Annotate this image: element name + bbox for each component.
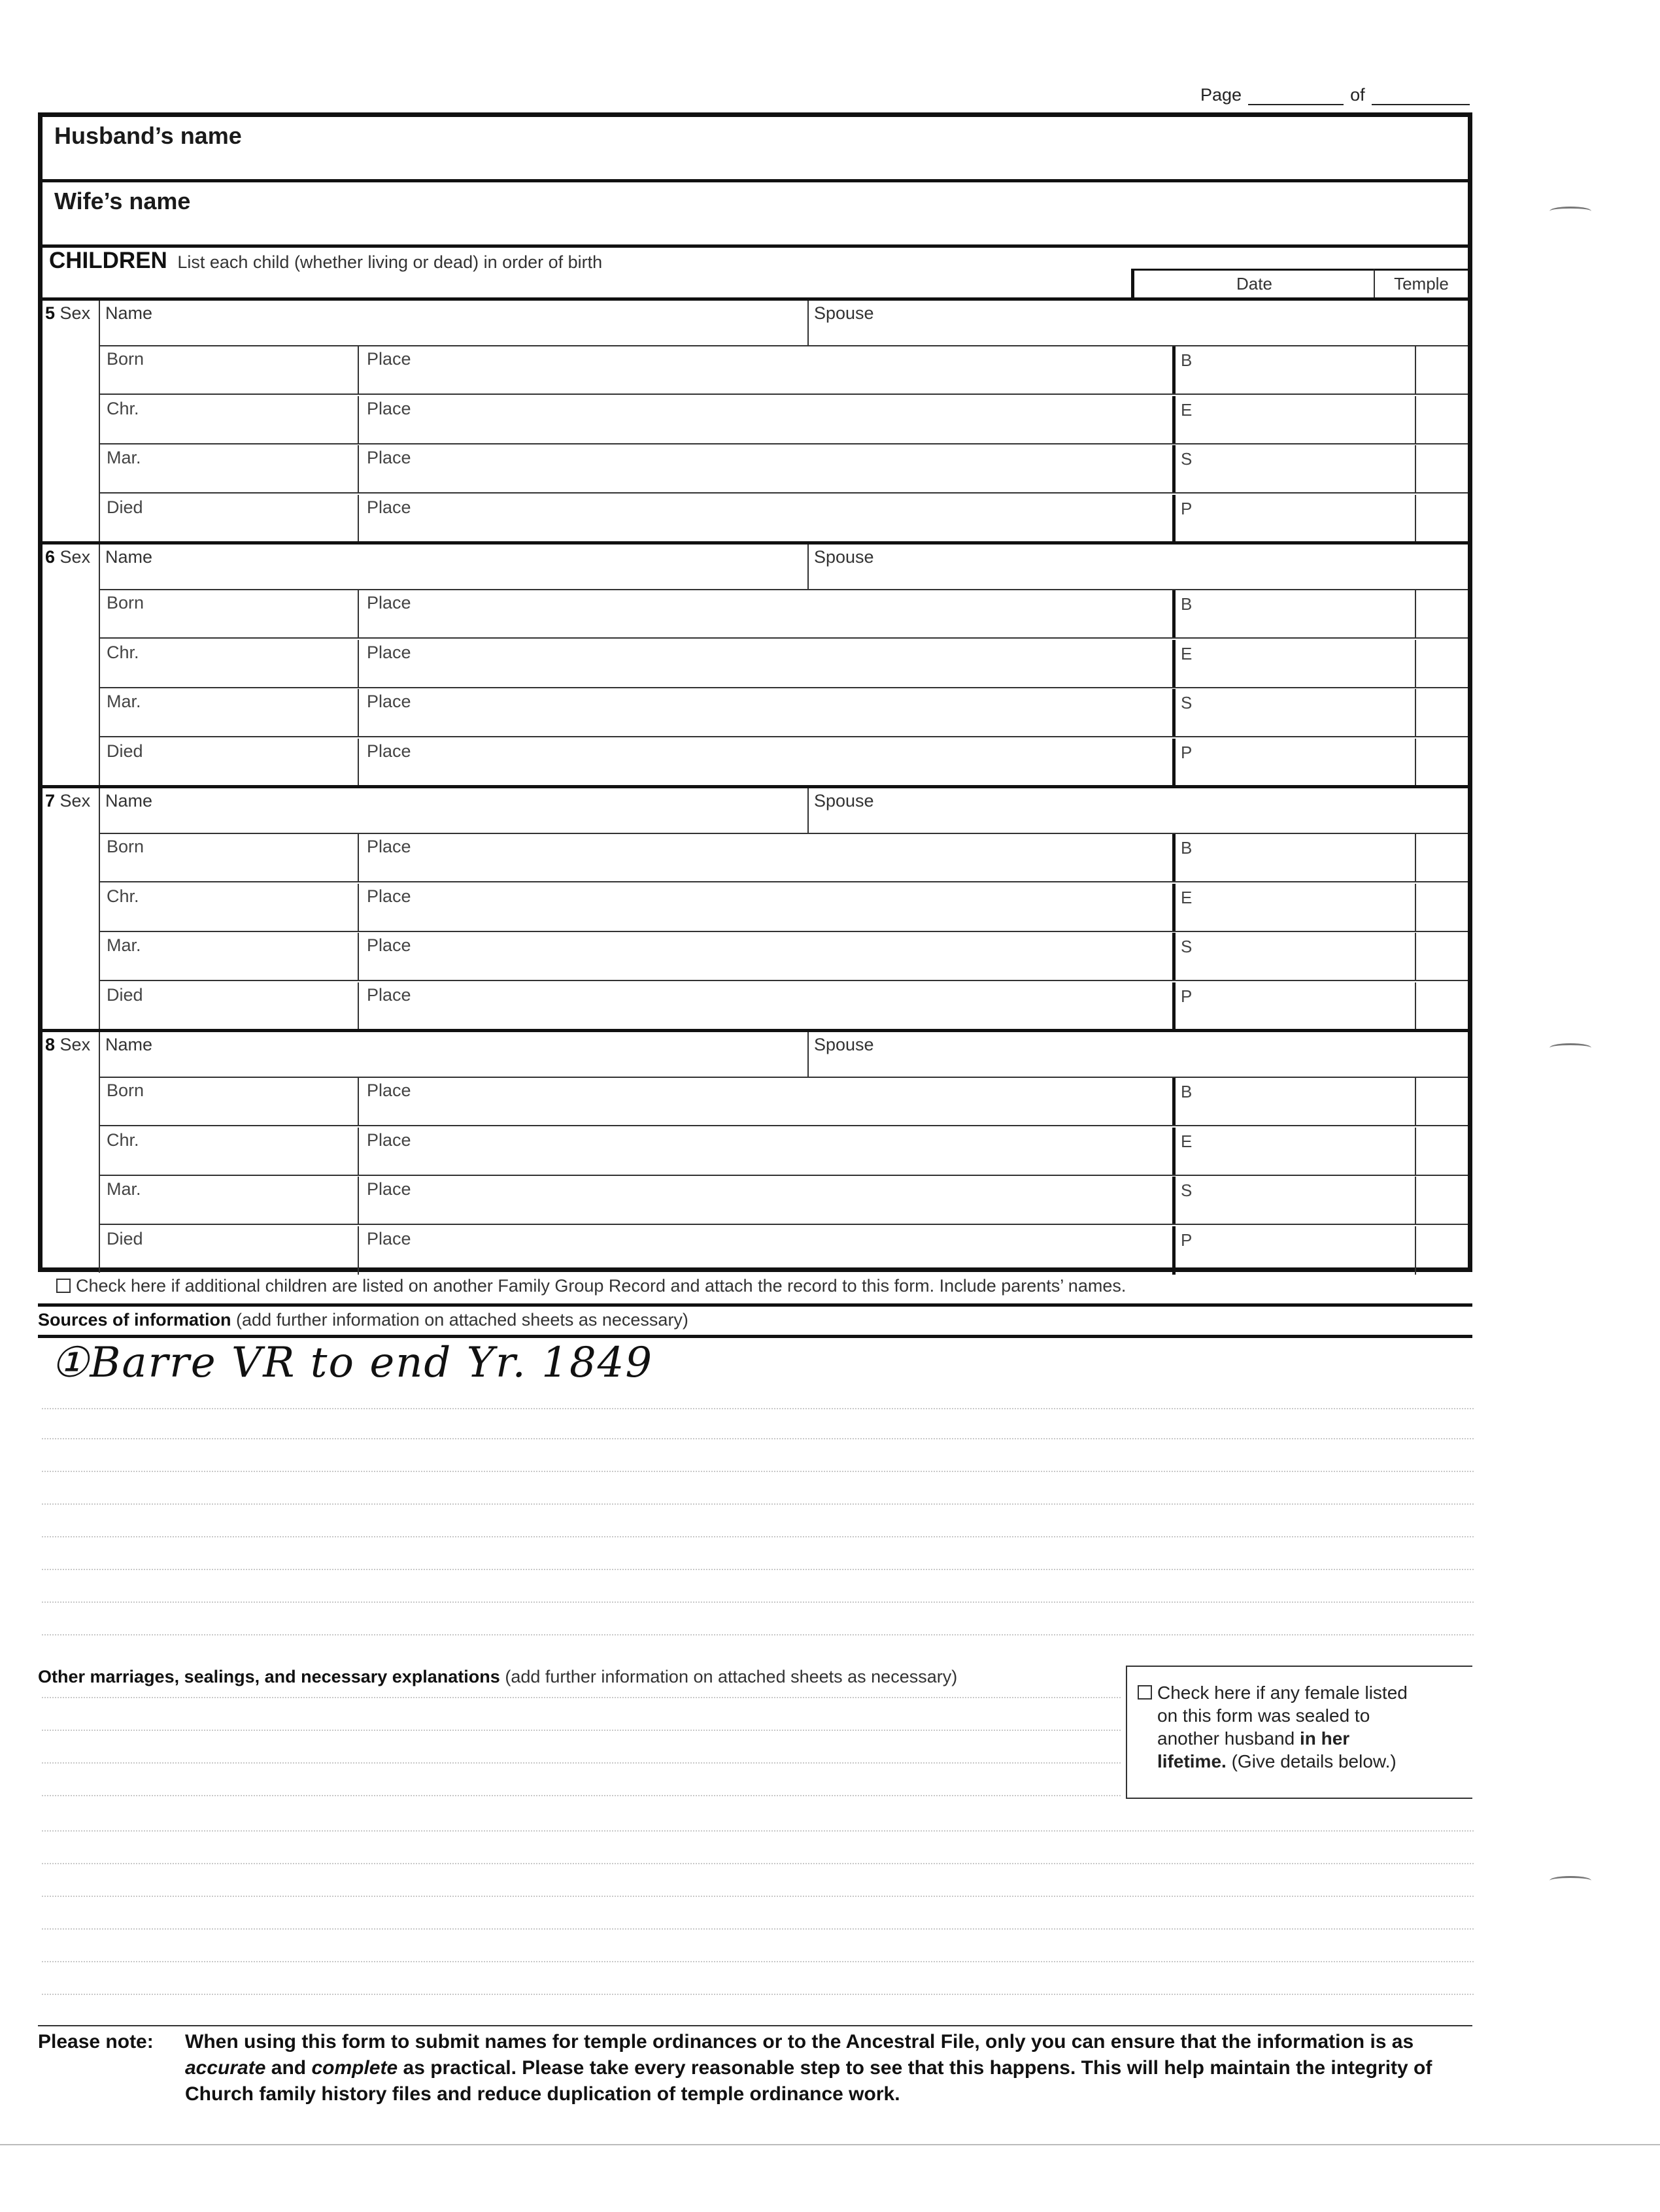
- child-event-row: [100, 590, 1468, 639]
- writing-line[interactable]: [42, 1408, 1474, 1409]
- child-event-row: [100, 739, 1468, 787]
- child-name-row: [100, 1032, 1468, 1078]
- ordinance-temple-cell[interactable]: [1415, 1128, 1416, 1175]
- ordinance-date-cell[interactable]: S: [1172, 1177, 1192, 1224]
- child-sex-field[interactable]: [42, 1032, 100, 1273]
- event-place[interactable]: Place: [358, 1078, 411, 1125]
- ordinance-temple-cell[interactable]: [1415, 396, 1416, 443]
- wife-name-label: Wife’s name: [54, 188, 191, 214]
- ordinance-date-cell[interactable]: B: [1172, 1078, 1192, 1125]
- event-place[interactable]: Place: [358, 445, 411, 492]
- child-event-row: [100, 1177, 1468, 1225]
- binder-hole-mark: [1550, 207, 1591, 216]
- writing-line[interactable]: [42, 1863, 1474, 1864]
- ordinance-date-cell[interactable]: B: [1172, 346, 1192, 394]
- child-event-row: [100, 1128, 1468, 1176]
- ordinance-temple-cell[interactable]: [1415, 346, 1416, 394]
- child-sex-field[interactable]: [42, 301, 100, 541]
- page-bottom-rule: [0, 2144, 1660, 2145]
- ordinance-temple-cell[interactable]: [1415, 884, 1416, 931]
- child-event-row: [100, 396, 1468, 444]
- child-event-row: [100, 1226, 1468, 1275]
- event-place[interactable]: Place: [358, 884, 411, 931]
- writing-line[interactable]: [42, 1536, 1474, 1537]
- child-name-row: [100, 301, 1468, 346]
- child-spouse-label[interactable]: Spouse: [814, 791, 874, 811]
- sources-handwritten-entry: ①Barre VR to end Yr. 1849: [51, 1339, 654, 1387]
- ordinance-temple-cell[interactable]: [1415, 689, 1416, 736]
- page-number-blank[interactable]: [1248, 88, 1344, 105]
- ordinance-temple-cell[interactable]: [1415, 834, 1416, 881]
- writing-line[interactable]: [42, 1994, 1474, 1995]
- event-place[interactable]: Place: [358, 739, 411, 787]
- child-event-row: [100, 445, 1468, 494]
- wife-name-field[interactable]: [42, 182, 1468, 248]
- writing-line[interactable]: [42, 1795, 1121, 1796]
- writing-line[interactable]: [42, 1830, 1474, 1832]
- of-label: of: [1350, 85, 1365, 105]
- event-label[interactable]: Mar.: [107, 1179, 141, 1199]
- child-name-label[interactable]: Name: [105, 303, 153, 323]
- event-place[interactable]: Place: [358, 834, 411, 881]
- note-rule: [38, 2025, 1472, 2026]
- ordinance-date-cell[interactable]: E: [1172, 640, 1192, 687]
- ordinance-temple-cell[interactable]: [1415, 445, 1416, 492]
- child-sex-field[interactable]: [42, 788, 100, 1029]
- event-label[interactable]: Chr.: [107, 398, 139, 418]
- writing-line[interactable]: [42, 1730, 1121, 1731]
- child-event-row: [100, 982, 1468, 1031]
- event-place[interactable]: Place: [358, 933, 411, 980]
- checkbox-icon[interactable]: [56, 1279, 71, 1293]
- children-title: CHILDREN: [49, 248, 167, 273]
- writing-line[interactable]: [42, 1438, 1474, 1439]
- ordinance-date-cell[interactable]: S: [1172, 933, 1192, 980]
- writing-line[interactable]: [42, 1697, 1121, 1698]
- ordinance-date-cell[interactable]: P: [1172, 495, 1192, 543]
- ordinance-date-cell[interactable]: P: [1172, 982, 1192, 1031]
- child-event-row: [100, 884, 1468, 932]
- event-place[interactable]: Place: [358, 396, 411, 443]
- writing-line[interactable]: [42, 1762, 1121, 1764]
- event-label[interactable]: Mar.: [107, 448, 141, 467]
- child-number-sex: 8 Sex: [45, 1035, 91, 1054]
- child-number-sex: 5 Sex: [45, 303, 91, 323]
- event-place[interactable]: Place: [358, 1128, 411, 1175]
- child-spouse-label[interactable]: Spouse: [814, 547, 874, 567]
- page-label: Page: [1200, 85, 1242, 105]
- writing-line[interactable]: [42, 1471, 1474, 1472]
- ordinance-date-cell[interactable]: S: [1172, 445, 1192, 492]
- event-place[interactable]: Place: [358, 640, 411, 687]
- child-name-row: [100, 545, 1468, 590]
- event-label[interactable]: Chr.: [107, 1130, 139, 1150]
- event-place[interactable]: Place: [358, 1226, 411, 1275]
- family-group-form: [38, 112, 1472, 1272]
- husband-name-field[interactable]: [42, 117, 1468, 182]
- event-label[interactable]: Born: [107, 837, 144, 856]
- child-event-row: [100, 933, 1468, 981]
- sources-label: Sources of information (add further information on attached sheets as necessary): [38, 1310, 688, 1330]
- event-place[interactable]: Place: [358, 689, 411, 736]
- additional-children-text: Check here if additional children are listed on another Family Group Record and attach the record to this form. Include parents’ names.: [76, 1276, 1126, 1296]
- event-label[interactable]: Chr.: [107, 886, 139, 906]
- children-header: [49, 248, 602, 274]
- event-label[interactable]: Born: [107, 349, 144, 369]
- children-instruction: List each child (whether living or dead) in order of birth: [177, 252, 603, 272]
- child-name-label[interactable]: Name: [105, 791, 153, 811]
- writing-line[interactable]: [42, 1634, 1474, 1635]
- event-label[interactable]: Died: [107, 1228, 143, 1248]
- child-event-row: [100, 834, 1468, 882]
- ordinance-temple-cell[interactable]: [1415, 495, 1416, 543]
- event-place[interactable]: Place: [358, 982, 411, 1031]
- child-number-sex: 7 Sex: [45, 791, 91, 811]
- ordinance-date-cell[interactable]: P: [1172, 1226, 1192, 1275]
- ordinance-date-cell[interactable]: B: [1172, 590, 1192, 637]
- child-name-label[interactable]: Name: [105, 1035, 153, 1054]
- note-label: Please note:: [38, 2031, 154, 2053]
- child-event-row: [100, 495, 1468, 543]
- writing-line[interactable]: [42, 1569, 1474, 1570]
- other-marriages-label: Other marriages, sealings, and necessary explanations (add further information on attached sheets as necessary): [38, 1667, 958, 1686]
- child-number-sex: 6 Sex: [45, 547, 91, 567]
- event-place[interactable]: Place: [358, 495, 411, 543]
- child-event-row: [100, 689, 1468, 737]
- ordinance-temple-cell[interactable]: [1415, 982, 1416, 1031]
- event-label[interactable]: Died: [107, 497, 143, 517]
- ordinance-date-cell[interactable]: P: [1172, 739, 1192, 787]
- event-label[interactable]: Born: [107, 593, 144, 612]
- child-name-label[interactable]: Name: [105, 547, 153, 567]
- page-total-blank[interactable]: [1372, 88, 1470, 105]
- date-column-header: Date: [1131, 269, 1374, 297]
- writing-line[interactable]: [42, 1961, 1474, 1962]
- female-sealing-check[interactable]: Check here if any female listed on this form was sealed to another husband in her lifetime. (Give details below.): [1126, 1666, 1472, 1799]
- additional-children-check[interactable]: [56, 1276, 1126, 1296]
- event-label[interactable]: Died: [107, 984, 143, 1005]
- child-sex-field[interactable]: [42, 545, 100, 785]
- ordinance-temple-cell[interactable]: [1415, 739, 1416, 787]
- event-label[interactable]: Mar.: [107, 692, 141, 711]
- temple-column-header: Temple: [1374, 269, 1468, 297]
- child-record: [42, 785, 1468, 1029]
- child-event-row: [100, 1078, 1468, 1126]
- child-spouse-label[interactable]: Spouse: [814, 1035, 874, 1054]
- child-event-row: [100, 640, 1468, 688]
- ordinance-temple-cell[interactable]: [1415, 933, 1416, 980]
- ordinance-date-cell[interactable]: E: [1172, 1128, 1192, 1175]
- child-spouse-label[interactable]: Spouse: [814, 303, 874, 323]
- child-name-row: [100, 788, 1468, 834]
- binder-hole-mark: [1550, 1043, 1591, 1052]
- writing-line[interactable]: [42, 1928, 1474, 1930]
- note-text: When using this form to submit names for temple ordinances or to the Ancestral File, only you can ensure that the information is as accurate and complete as practical. Please take every reasonable step to see that this happens. This will help maintain the integrity of Church family history files and reduce duplication of temple ordinance work.: [185, 2031, 1432, 2105]
- event-place[interactable]: Place: [358, 346, 411, 394]
- page-number-field: [1200, 85, 1470, 105]
- child-record: [42, 297, 1468, 541]
- writing-line[interactable]: [42, 1601, 1474, 1603]
- event-label[interactable]: Mar.: [107, 935, 141, 955]
- ordinance-date-cell[interactable]: S: [1172, 689, 1192, 736]
- child-record: [42, 541, 1468, 785]
- ordinance-temple-cell[interactable]: [1415, 640, 1416, 687]
- ordinance-temple-cell[interactable]: [1415, 590, 1416, 637]
- ordinance-date-cell[interactable]: E: [1172, 396, 1192, 443]
- ordinance-date-cell[interactable]: E: [1172, 884, 1192, 931]
- ordinance-temple-cell[interactable]: [1415, 1177, 1416, 1224]
- child-record: [42, 1029, 1468, 1273]
- event-place[interactable]: Place: [358, 1177, 411, 1224]
- child-event-row: [100, 346, 1468, 395]
- ordinance-temple-cell[interactable]: [1415, 1078, 1416, 1125]
- checkbox-icon[interactable]: [1138, 1685, 1152, 1700]
- writing-line[interactable]: [42, 1896, 1474, 1897]
- sources-top-rule: [38, 1303, 1472, 1307]
- event-place[interactable]: Place: [358, 590, 411, 637]
- ordinance-date-cell[interactable]: B: [1172, 834, 1192, 881]
- binder-hole-mark: [1550, 1876, 1591, 1885]
- sources-bottom-rule: [38, 1335, 1472, 1338]
- event-label[interactable]: Died: [107, 741, 143, 761]
- event-label[interactable]: Chr.: [107, 642, 139, 662]
- event-label[interactable]: Born: [107, 1081, 144, 1100]
- husband-name-label: Husband’s name: [54, 122, 242, 149]
- writing-line[interactable]: [42, 1503, 1474, 1505]
- ordinance-temple-cell[interactable]: [1415, 1226, 1416, 1275]
